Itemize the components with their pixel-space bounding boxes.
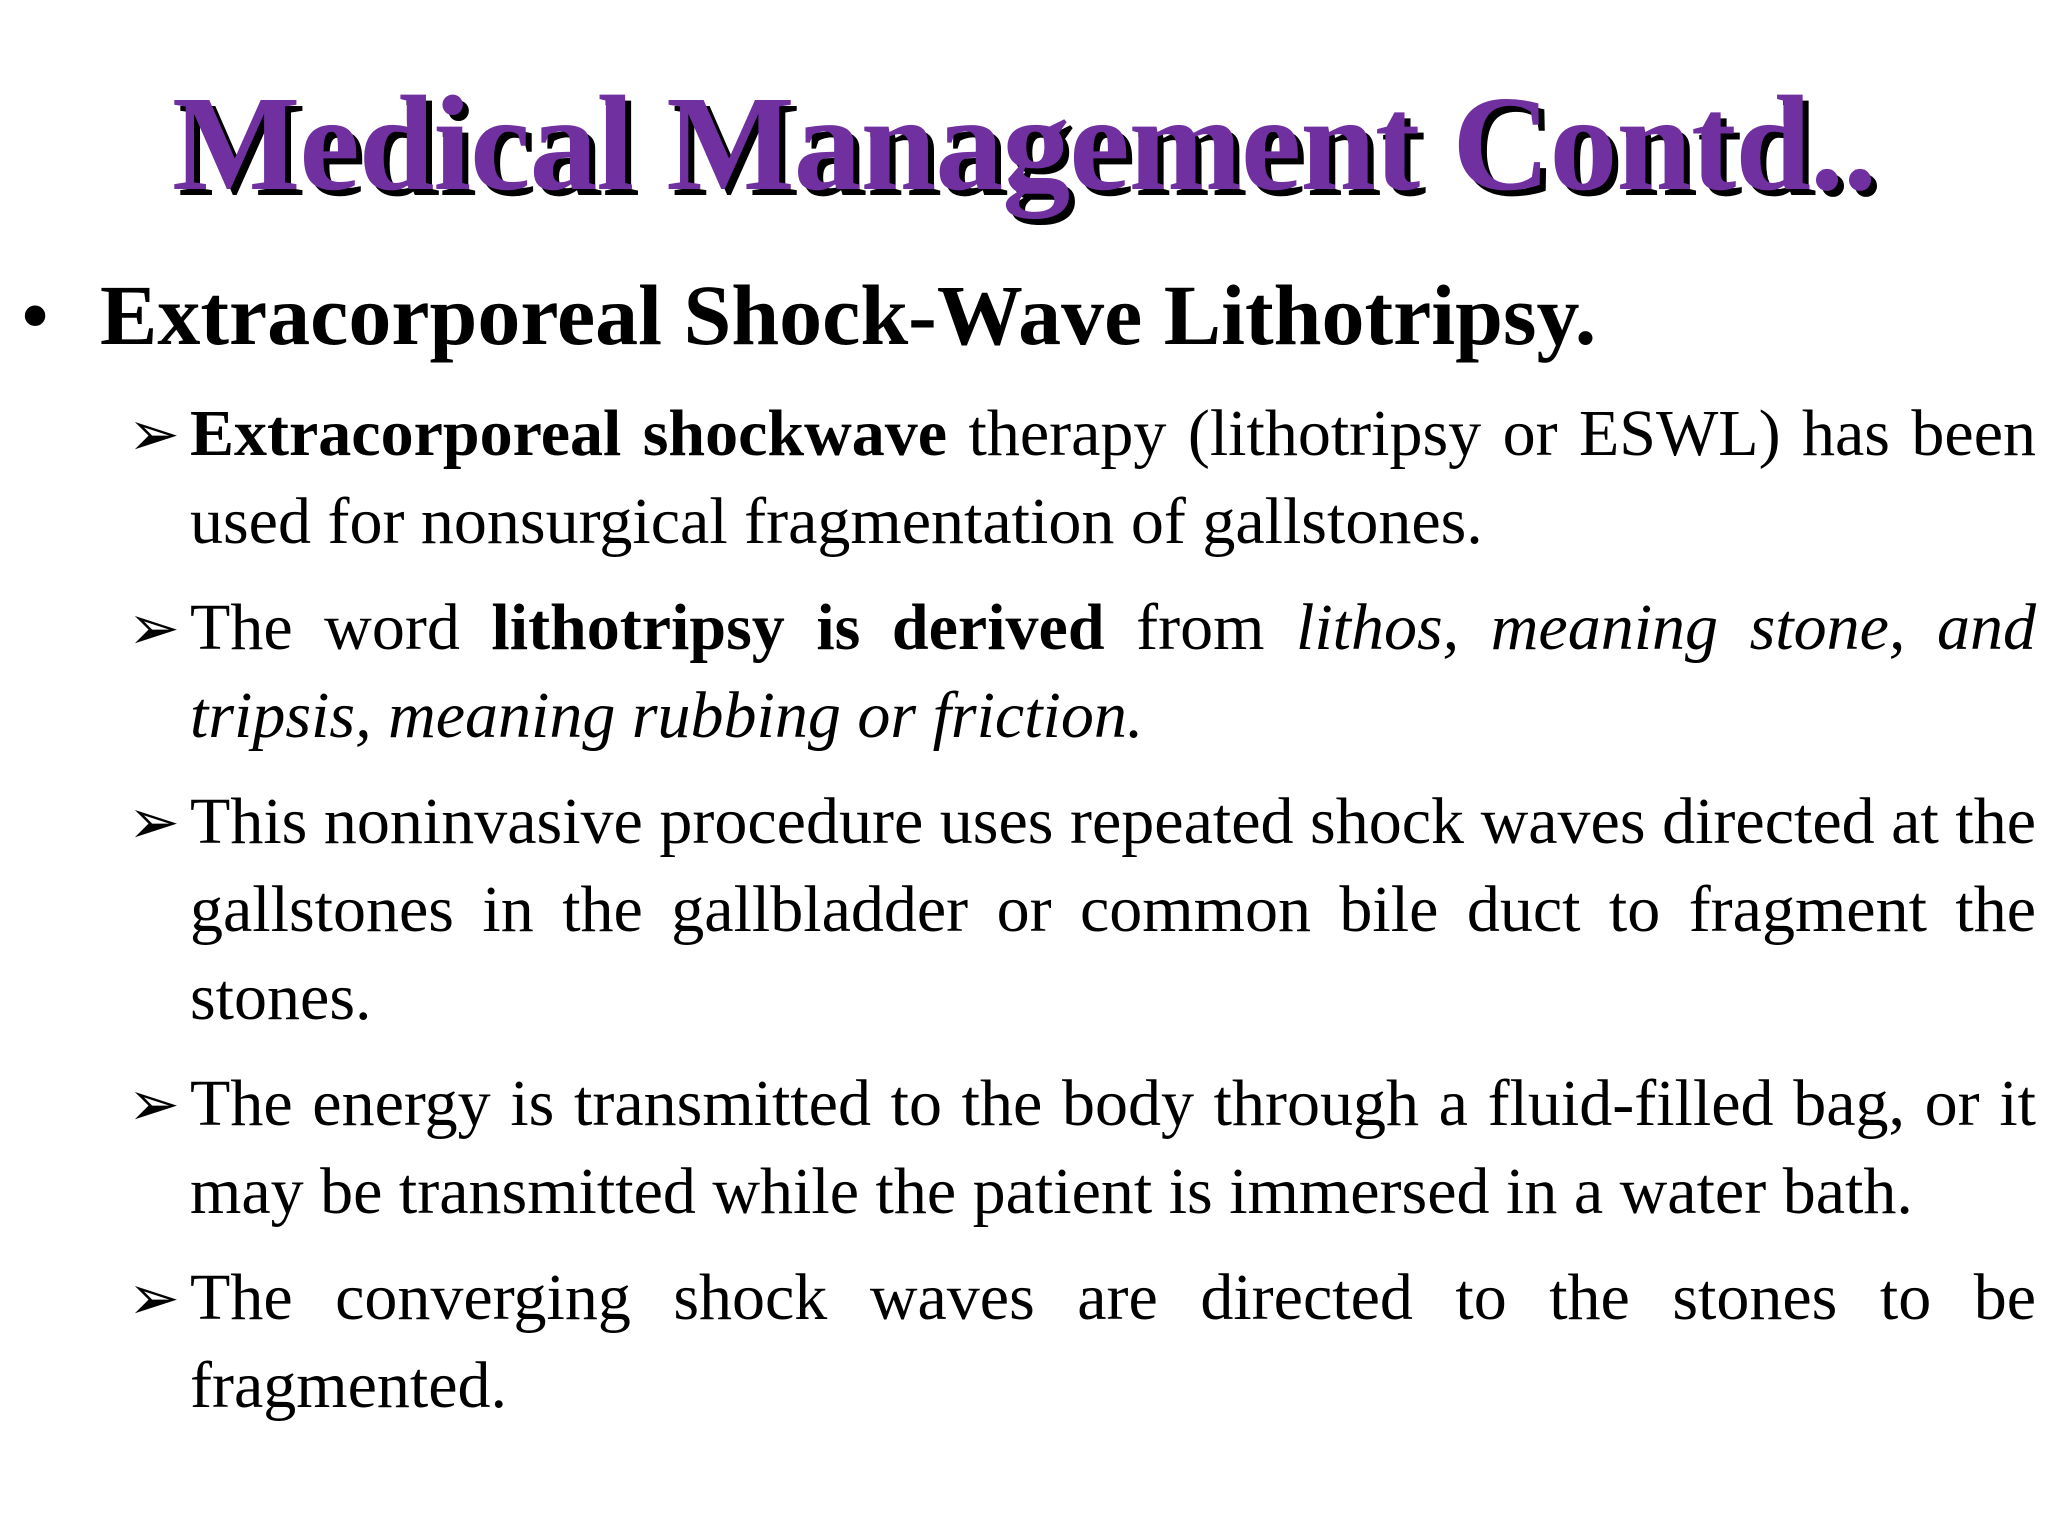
arrow-bullet-icon: ➢ [128, 397, 180, 470]
arrow-bullet-icon: ➢ [128, 1261, 180, 1334]
slide-title: Medical Management Contd.. [171, 69, 1876, 219]
sub-bullet-4 [128, 1060, 2036, 1236]
sub-bullet-5 [128, 1254, 2036, 1430]
arrow-bullet-icon: ➢ [128, 785, 180, 858]
sub-bullet-list [128, 390, 2036, 1448]
sub-bullet-4-text: The energy is transmitted to the body through a fluid-filled bag, or it may be transmitted while the patient is immersed in a water bath. [190, 1067, 2036, 1228]
sub-bullet-1 [128, 390, 2036, 566]
sub-bullet-2 [128, 584, 2036, 760]
arrow-bullet-icon: ➢ [128, 1067, 180, 1140]
bullet-marker: • [20, 267, 51, 363]
sub-bullet-3-text: This noninvasive procedure uses repeated shock waves directed at the gallstones in the gallbladder or common bile duct to fragment the stones. [190, 785, 2036, 1034]
sub-bullet-2-italic: lithos, meaning stone, and tripsis, meaning rubbing or friction. [190, 591, 2036, 752]
sub-bullet-5-text: The converging shock waves are directed to the stones to be fragmented. [190, 1261, 2036, 1422]
sub-bullet-2-text-a: The word [190, 591, 492, 664]
sub-bullet-2-bold: lithotripsy is derived [491, 591, 1105, 664]
sub-bullet-3 [128, 778, 2036, 1042]
sub-bullet-2-text-b: from [1104, 591, 1296, 664]
main-bullet [20, 268, 2020, 363]
sub-bullet-1-bold: Extracorporeal shockwave [190, 397, 948, 470]
main-bullet-text: Extracorporeal Shock-Wave Lithotripsy. [100, 267, 1597, 363]
sub-bullet-1-text: therapy (lithotripsy or ESWL) has been used for nonsurgical fragmentation of gallstones. [190, 397, 2036, 558]
arrow-bullet-icon: ➢ [128, 591, 180, 664]
